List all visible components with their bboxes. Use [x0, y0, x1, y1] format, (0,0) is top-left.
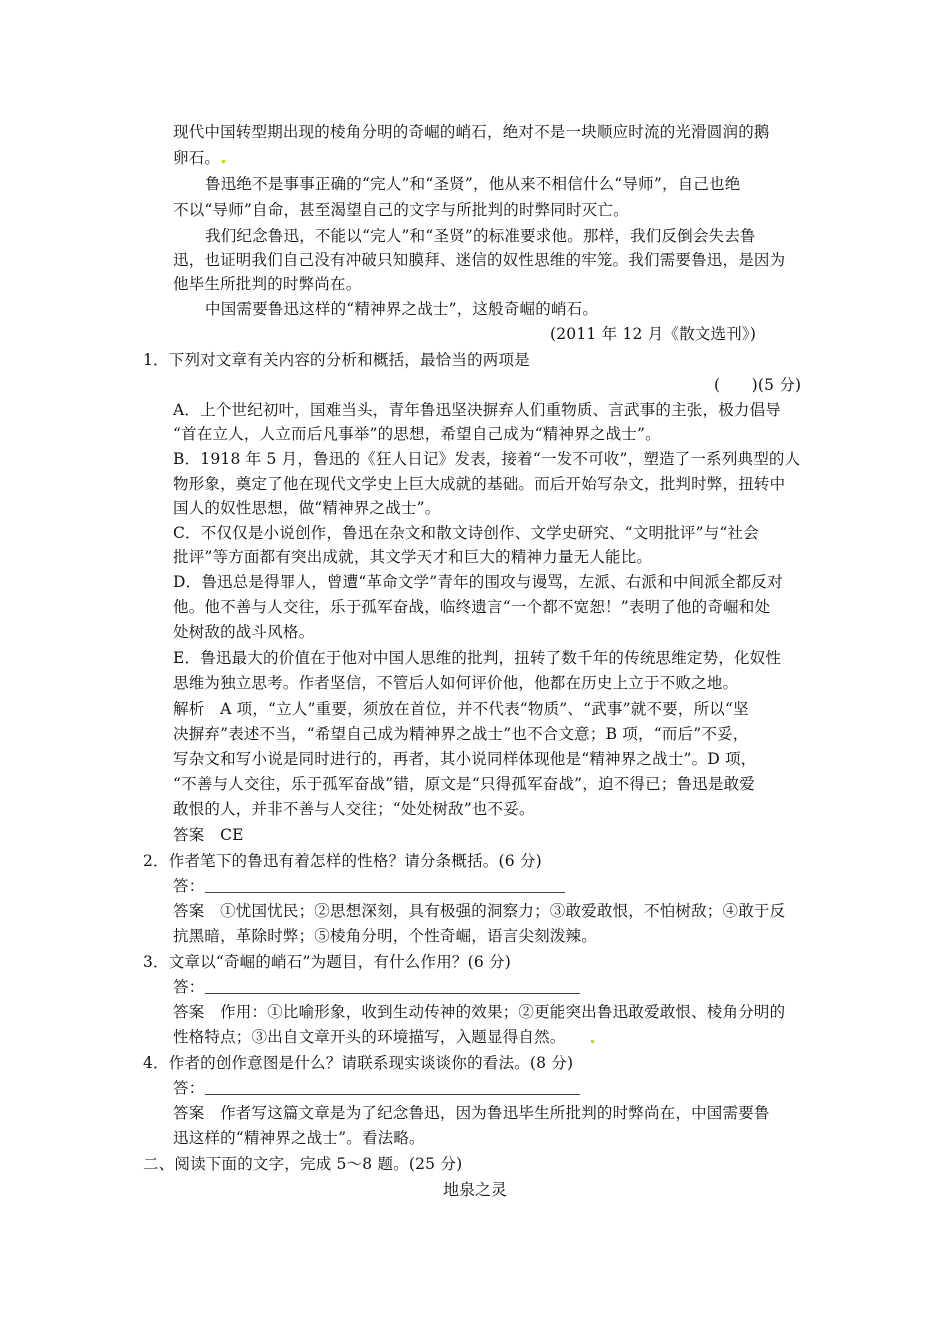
passage-p1-line1: 现代中国转型期出现的棱角分明的奇崛的峭石，绝对不是一块顺应时流的光滑圆润的鹅	[173, 123, 770, 141]
scan-mark	[222, 160, 225, 163]
q1-answer: 答案 CE	[173, 826, 244, 844]
q1-option-b-line3: 国人的奴性思想，做“精神界之战士”。	[173, 499, 441, 517]
q1-option-d-line2: 他。他不善与人交往，乐于孤军奋战，临终遗言“一个都不宽恕！”表明了他的奇崛和处	[173, 598, 771, 616]
q4-answer-blank[interactable]	[205, 1094, 580, 1095]
passage-source: (2011 年 12 月《散文选刊》)	[550, 325, 757, 343]
passage-p3-line3: 他毕生所批判的时弊尚在。	[173, 275, 362, 293]
q3-answer-label: 答：	[173, 978, 205, 996]
q3-answer-line1: 答案 作用：①比喻形象，收到生动传神的效果；②更能突出鲁迅敢爱敢恨、棱角分明的	[173, 1003, 786, 1021]
q1-paren: ( )(5 分)	[714, 376, 802, 394]
q2-answer-blank[interactable]	[205, 892, 565, 893]
passage-p3-line1: 我们纪念鲁迅，不能以“完人”和“圣贤”的标准要求他。那样，我们反倒会失去鲁	[205, 227, 756, 245]
q3-answer-line2: 性格特点；③出自文章开头的环境描写，入题显得自然。	[173, 1028, 566, 1046]
section2-title: 地泉之灵	[443, 1180, 508, 1199]
q4-answer-line1: 答案 作者写这篇文章是为了纪念鲁迅，因为鲁迅毕生所批判的时弊尚在，中国需要鲁	[173, 1104, 770, 1122]
q1-analysis-line4: “不善与人交往，乐于孤军奋战”错，原文是“只得孤军奋战”，迫不得已；鲁迅是敢爱	[173, 775, 755, 793]
q1-option-a-line2: “首在立人，人立而后凡事举”的思想，希望自己成为“精神界之战士”。	[173, 425, 661, 443]
q1-option-e-line2: 思维为独立思考。作者坚信，不管后人如何评价他，他都在历史上立于不败之地。	[173, 674, 739, 692]
q2-answer-label: 答：	[173, 877, 205, 895]
scan-mark	[591, 1040, 594, 1043]
passage-p1-line2: 卵石。	[173, 149, 221, 167]
q1-option-d-line3: 处树敌的战斗风格。	[173, 623, 315, 641]
q1-option-d-line1: D．鲁迅总是得罪人，曾遭“革命文学”青年的围攻与谩骂，左派、右派和中间派全都反对	[173, 573, 783, 591]
passage-p3-line2: 迅，也证明我们自己没有冲破只知膜拜、迷信的奴性思维的牢笼。我们需要鲁迅，是因为	[173, 251, 786, 269]
q4-answer-label: 答：	[173, 1079, 205, 1097]
passage-p2-line2: 不以“导师”自命，甚至渴望自己的文字与所批判的时弊同时灭亡。	[173, 201, 629, 219]
q1-analysis-line2: 决摒弃”表述不当，“希望自己成为精神界之战士”也不合文意；B 项，“而后”不妥，	[173, 725, 749, 743]
q1-analysis-line5: 敢恨的人，并非不善与人交往；“处处树敌”也不妥。	[173, 800, 535, 818]
q1-analysis-line3: 写杂文和写小说是同时进行的，再者，其小说同样体现他是“精神界之战士”。D 项，	[173, 750, 757, 768]
q3-answer-blank[interactable]	[205, 993, 580, 994]
section2-heading: 二、阅读下面的文字，完成 5～8 题。(25 分)	[143, 1155, 463, 1173]
passage-p4-line1: 中国需要鲁迅这样的“精神界之战士”，这般奇崛的峭石。	[205, 300, 599, 318]
q2-stem: 2．作者笔下的鲁迅有着怎样的性格？请分条概括。(6 分)	[143, 852, 542, 870]
q4-stem: 4．作者的创作意图是什么？请联系现实谈谈你的看法。(8 分)	[143, 1054, 574, 1072]
q1-stem: 1．下列对文章有关内容的分析和概括，最恰当的两项是	[143, 351, 530, 369]
q1-option-c-line2: 批评”等方面都有突出成就，其文学天才和巨大的精神力量无人能比。	[173, 548, 653, 566]
q1-option-a-line1: A．上个世纪初叶，国难当头，青年鲁迅坚决摒弃人们重物质、言武事的主张，极力倡导	[173, 401, 781, 419]
q3-stem: 3．文章以“奇崛的峭石”为题目，有什么作用？(6 分)	[143, 953, 511, 971]
q1-option-b-line2: 物形象，奠定了他在现代文学史上巨大成就的基础。而后开始写杂文，批判时弊，扭转中	[173, 475, 786, 493]
q1-analysis-line1: 解析 A 项，“立人”重要，须放在首位，并不代表“物质”、“武事”就不要，所以“坚	[173, 700, 749, 718]
q1-option-c-line1: C．不仅仅是小说创作，鲁迅在杂文和散文诗创作、文学史研究、“文明批评”与“社会	[173, 524, 759, 542]
q2-answer-line2: 抗黑暗，革除时弊；⑤棱角分明，个性奇崛，语言尖刻泼辣。	[173, 927, 597, 945]
passage-p2-line1: 鲁迅绝不是事事正确的“完人”和“圣贤”，他从来不相信什么“导师”，自己也绝	[205, 175, 741, 193]
q4-answer-line2: 迅这样的“精神界之战士”。看法略。	[173, 1129, 425, 1147]
q2-answer-line1: 答案 ①忧国忧民；②思想深刻，具有极强的洞察力；③敢爱敢恨，不怕树敌；④敢于反	[173, 902, 786, 920]
q1-option-e-line1: E．鲁迅最大的价值在于他对中国人思维的批判，扭转了数千年的传统思维定势，化奴性	[173, 649, 782, 667]
q1-option-b-line1: B．1918 年 5 月，鲁迅的《狂人日记》发表，接着“一发不可收”，塑造了一系列典型的人	[173, 450, 801, 468]
